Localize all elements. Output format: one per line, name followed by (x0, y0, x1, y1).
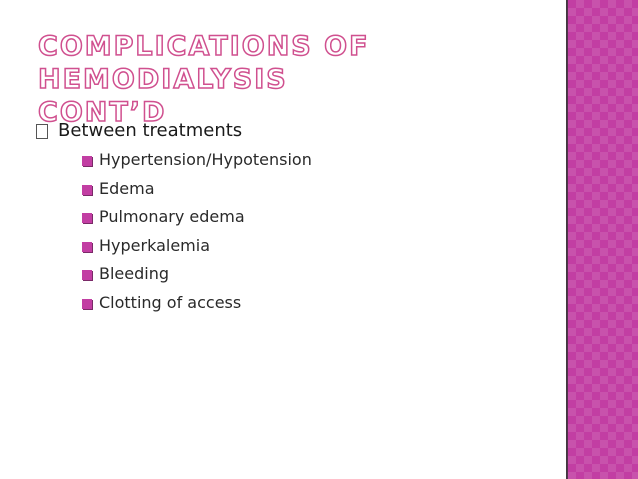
sub-bullet-bleeding (82, 260, 312, 289)
main-bullet (36, 118, 312, 317)
main-bullet-text: Between treatments (58, 120, 243, 141)
sub-bullet-hypertension (82, 146, 312, 175)
sub-bullet-clotting (82, 289, 312, 318)
sub-bullet-text: Pulmonary edema (99, 207, 245, 226)
sub-bullet-pulmonary-edema (82, 203, 312, 232)
sub-bullet-edema (82, 175, 312, 204)
decorative-side-band (568, 0, 638, 479)
hollow-box-bullet-icon (36, 124, 48, 139)
sub-bullet-text: Clotting of access (99, 292, 242, 312)
sub-bullet-hyperkalemia (82, 232, 312, 261)
sub-bullet-list (58, 146, 312, 317)
sub-bullet-text: Hypertension/Hypotension (99, 150, 312, 169)
sub-bullet-text: Edema (99, 178, 155, 198)
square-bullet-icon (82, 213, 92, 223)
title-line-2: CONT’D (38, 97, 167, 128)
square-bullet-icon (82, 270, 92, 280)
bullet-list (36, 118, 312, 317)
sub-bullet-text: Hyperkalemia (99, 235, 210, 255)
sub-bullet-text: Bleeding (99, 264, 170, 283)
square-bullet-icon (82, 299, 92, 309)
slide-title (38, 30, 558, 129)
square-bullet-icon (82, 242, 92, 252)
square-bullet-icon (82, 156, 92, 166)
square-bullet-icon (82, 185, 92, 195)
title-line-1: COMPLICATIONS OF HEMODIALYSIS (38, 31, 370, 95)
